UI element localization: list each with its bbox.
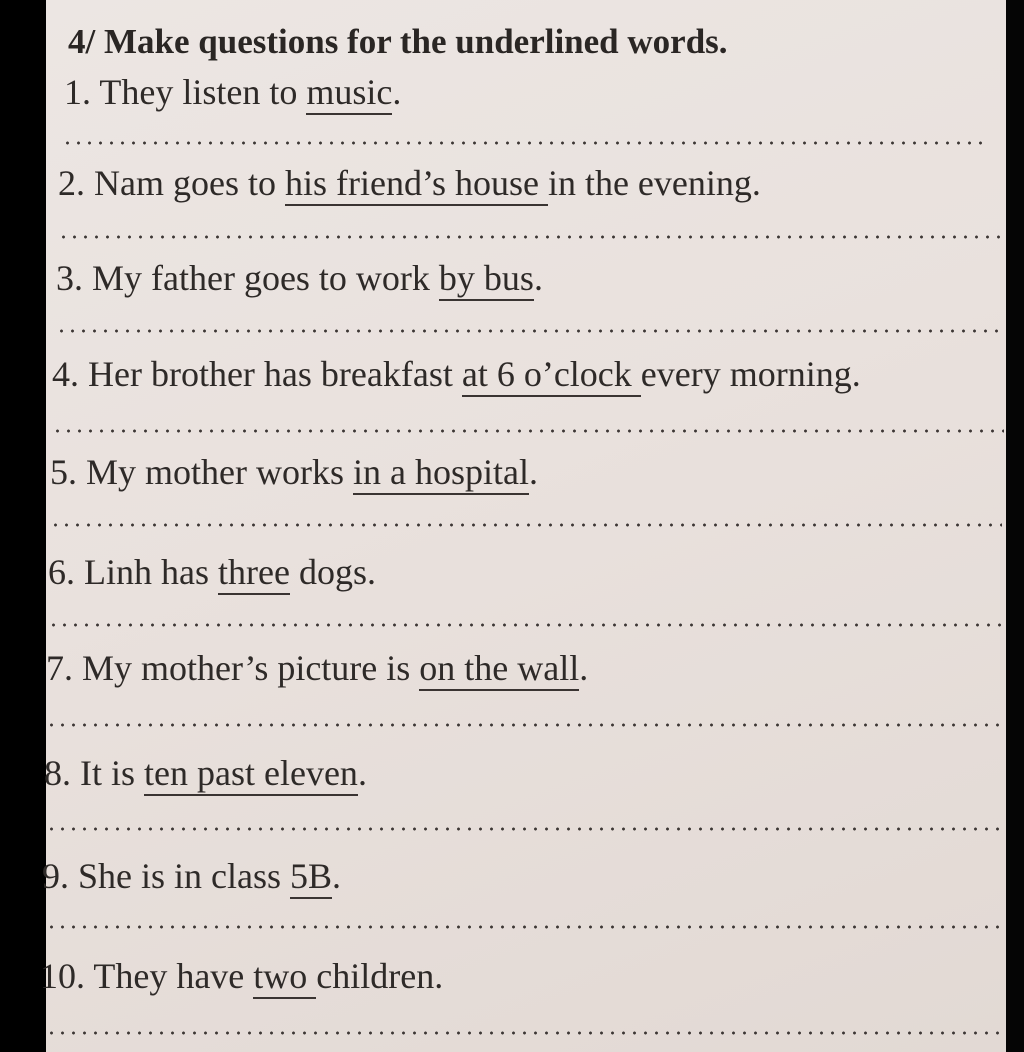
question-5: 5. My mother works in a hospital. [50, 454, 538, 490]
underlined-words: on the wall [419, 648, 579, 691]
question-number: 6. [48, 552, 75, 592]
answer-line-10[interactable] [46, 1030, 1004, 1036]
question-6: 6. Linh has three dogs. [48, 554, 376, 590]
question-2: 2. Nam goes to his friend’s house in the evening. [58, 165, 761, 201]
question-number: 5. [50, 452, 77, 492]
question-number: 10. [40, 956, 85, 996]
question-9: 9. She is in class 5B. [42, 858, 341, 894]
answer-line-3[interactable] [56, 328, 1002, 334]
question-8: 8. It is ten past eleven. [44, 755, 367, 791]
underlined-words: two [253, 956, 316, 999]
underlined-words: at 6 o’clock [462, 354, 641, 397]
underlined-words: music [306, 72, 392, 115]
question-number: 3. [56, 258, 83, 298]
answer-line-4[interactable] [52, 428, 1004, 434]
question-number: 8. [44, 753, 71, 793]
answer-line-2[interactable] [58, 234, 1002, 240]
question-number: 9. [42, 856, 69, 896]
answer-line-8[interactable] [46, 826, 1004, 832]
question-3: 3. My father goes to work by bus. [56, 260, 543, 296]
underlined-words: his friend’s house [285, 163, 548, 206]
question-7: 7. My mother’s picture is on the wall. [46, 650, 588, 686]
answer-line-9[interactable] [46, 924, 1004, 930]
question-1: 1. They listen to music. [64, 74, 401, 110]
underlined-words: 5B [290, 856, 332, 899]
underlined-words: by bus [439, 258, 534, 301]
answer-line-5[interactable] [50, 522, 1002, 528]
underlined-words: ten past eleven [144, 753, 358, 796]
underlined-words: three [218, 552, 290, 595]
underlined-words: in a hospital [353, 452, 529, 495]
background-edge [1006, 0, 1024, 1052]
answer-line-7[interactable] [46, 722, 1002, 728]
question-number: 1. [64, 72, 91, 112]
question-10: 10. They have two children. [40, 958, 443, 994]
question-number: 2. [58, 163, 85, 203]
answer-line-6[interactable] [48, 622, 1002, 628]
question-number: 4. [52, 354, 79, 394]
question-number: 7. [46, 648, 73, 688]
answer-line-1[interactable] [62, 140, 982, 146]
exercise-heading: 4/ Make questions for the underlined words. [68, 22, 728, 61]
question-4: 4. Her brother has breakfast at 6 o’clock every morning. [52, 356, 861, 392]
